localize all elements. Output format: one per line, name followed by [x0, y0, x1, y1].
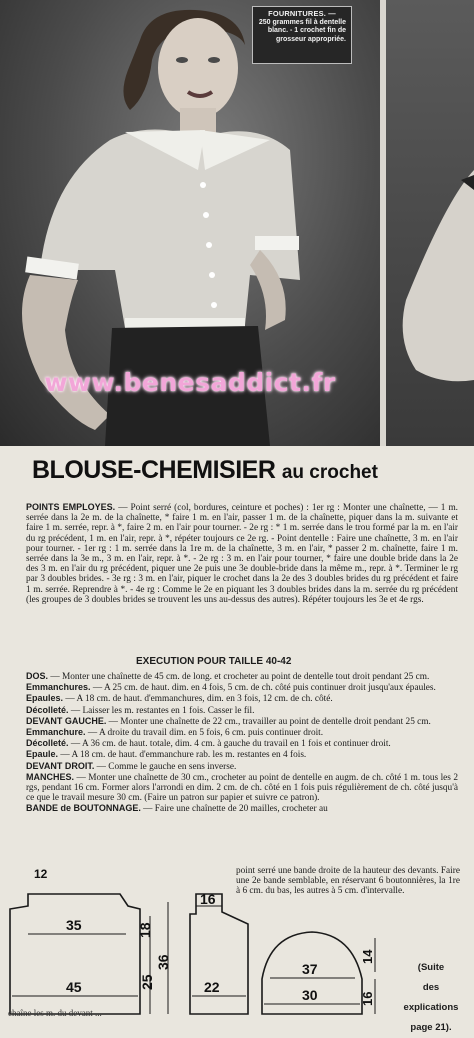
fournitures-box	[252, 6, 352, 64]
title-sub: au crochet	[281, 462, 378, 483]
title-main: BLOUSE-CHEMISIER	[32, 456, 276, 484]
suite-note: (Suite des explications page 21).	[403, 962, 459, 1033]
back-bottom-label: 45	[66, 979, 82, 995]
section-decollete-2: Décolleté. — A 36 cm. de haut. totale, dim. 4 cm. à gauche du travail en 1 fois et continuer droit.	[26, 738, 391, 750]
page-title	[32, 456, 452, 485]
section-emmanchures: Emmanchures. — A 25 cm. de haut. dim. en 4 fois, 5 cm. de ch. côté puis continuer droit jusqu'aux épaules.	[26, 682, 436, 694]
section-dos: DOS. — Monter une chaînette de 45 cm. de long. et crocheter au point de dentelle tout droit pendant 25 cm.	[26, 671, 430, 682]
watermark: www.benesaddict.fr	[44, 368, 336, 397]
sleeve-top-label: 37	[302, 961, 318, 977]
sleeve-side-top-label: 14	[360, 949, 375, 964]
front-bottom-label: 22	[204, 979, 220, 995]
back-height-label: 25	[139, 974, 155, 990]
section-emmanchure: Emmanchure. — A droite du travail dim. en 5 fois, 6 cm. puis continuer droit.	[26, 727, 324, 739]
section-epaules: Epaules. — A 18 cm. de haut. d'emmanchures, dim. en 3 fois, 12 cm. de ch. côté.	[26, 693, 333, 705]
boutonnage-text: point serré une bande droite de la hauteur des devants. Faire une 2e bande semblable, en réservant 6 boutonnières, la 1re à 6 cm. du bas, les autres à 5 cm. d'intervalle.	[236, 866, 460, 897]
footer-text: chaîne les m. du devant ...	[8, 1008, 102, 1018]
execution-text	[26, 671, 458, 815]
points-label: POINTS EMPLOYES.	[26, 502, 116, 512]
section-manches: MANCHES. — Monter une chaînette de 30 cm., crocheter au point de dentelle en augm. de ch. côté 1 m. tous les 2 rgs, pendant 16 cm. Former alors l'arrondi en dim. 2 cm. de ch. côté en 1 fois puis régulièrement de ch. côté jusqu'à ce que le travail mesure 30 cm. (Faire un patron sur papier et suivre ce patron).	[26, 771, 458, 804]
execution-heading: EXECUTION POUR TAILLE 40-42	[136, 656, 292, 667]
pattern-schema	[0, 854, 474, 1033]
fournitures-text: 250 grammes fil à dentelle blanc. - 1 crochet fin de grosseur appropriée.	[258, 18, 346, 43]
section-epaule: Epaule. — A 18 cm. de haut. d'emmanchure rab. les m. restantes en 4 fois.	[26, 749, 307, 761]
sleeve-bottom-label: 30	[302, 987, 318, 1003]
fournitures-title: FOURNITURES. —	[268, 9, 336, 18]
back-total-label: 36	[155, 954, 171, 970]
section-devant-droit: DEVANT DROIT. — Comme le gauche en sens inverse.	[26, 760, 237, 772]
back-inner-label: 35	[66, 917, 82, 933]
section-boutonnage: BANDE de BOUTONNAGE. — Faire une chaînette de 20 mailles, crocheter au	[26, 803, 328, 815]
back-armhole-label: 18	[137, 922, 153, 938]
points-employes	[26, 502, 458, 605]
second-model-photo	[386, 0, 474, 446]
photo-area	[0, 0, 474, 446]
back-top-label: 12	[34, 867, 48, 881]
points-text: — Point serré (col, bordures, ceinture et poches) : 1er rg : Monter une chaînette, — 1 m. serrée dans la 2e m. de la chaînette, * faire 1 m. en l'air, passer 1 m. de la chaînette, piquer dans la m. suivante et faire 1 m. serrée, repr. à *, faire 2 m. en l'air pour tourner. - 2e rg : * 1 m. serrée dans le trou formé par la m. en l'air du rg précédent, 1 m. en l'air, repr. à *, répéter toujours ce 2e rg. - Point dentelle : Faire une chaînette, 3 m. en l'air pour tourner. - 1er rg : 1 m. serrée dans la 1re m. de la chaînette, 3 m. en l'air, * passer 2 m. chaînette, faire 1 m. serrée dans la 3e m., 3 m. en l'air, repr. à *. - 2e rg : 3 m. en l'air pour tourner, * faire une double bride dans la 2e des 3 m. en l'air du rg précédent, piquer une 2e puis une 3e double-bride dans la même m., repr. à *. Terminer le rg par 3 doubles brides. - 3e rg : 3 m. en l'air, piquer le crochet dans la 2e des 3 doubles brides du rg précédent et faire 1 m. serrée. Reprendre à *. - 4e rg : Comme le 2e en piquant les 3 doubles brides dans la m. serrée du rg précédent (les groupes de 3 doubles brides se trouvent les uns au-dessus des autres). Répéter toujours les 3e et 4e rgs.	[26, 503, 459, 605]
front-top-label: 16	[200, 891, 216, 907]
section-devant-gauche: DEVANT GAUCHE. — Monter une chaînette de 22 cm., travailler au point de dentelle droit pendant 25 cm.	[26, 715, 431, 727]
section-decollete: Décolleté. — Laisser les m. restantes en 1 fois. Casser le fil.	[26, 704, 255, 716]
sleeve-side-bottom-label: 16	[360, 991, 375, 1006]
pattern-page	[0, 446, 474, 1033]
second-model-illustration	[386, 0, 474, 446]
